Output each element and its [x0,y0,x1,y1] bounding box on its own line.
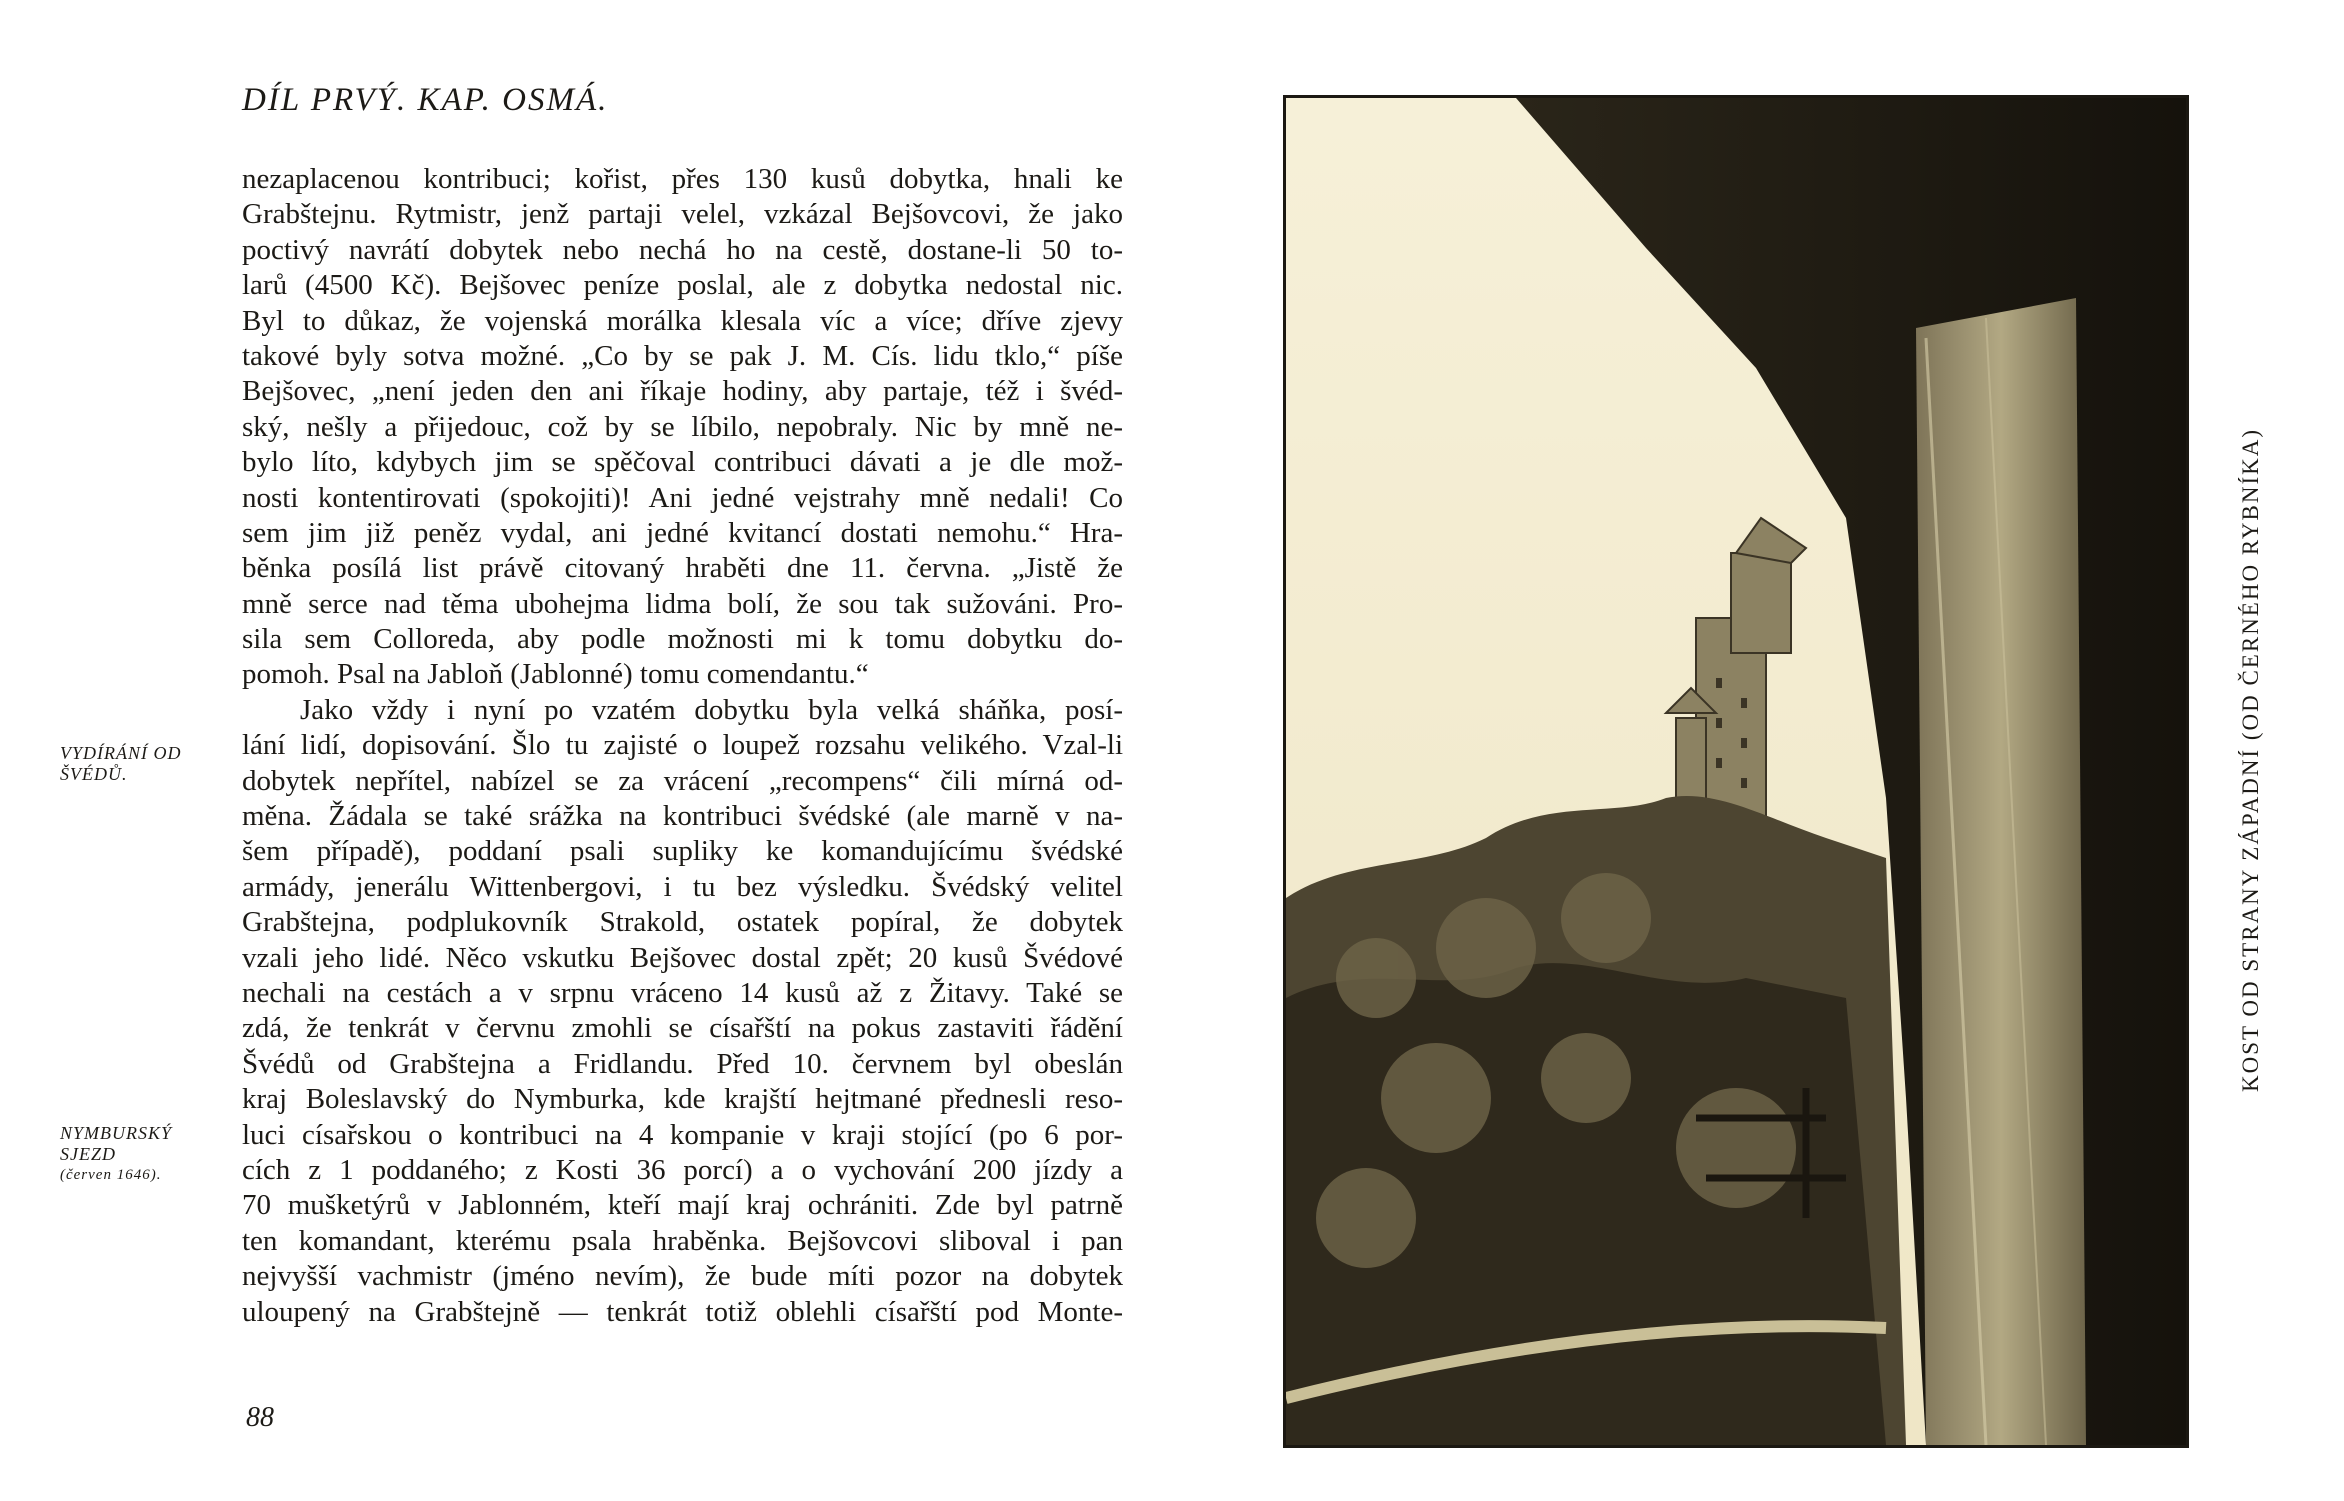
plate-caption-area [2226,70,2276,1450]
text-line: nosti kontentirovati (spokojiti)! Ani jedné vejstrahy mně nedali! Co [242,481,1123,514]
text-line: vzali jeho lidé. Něco vskutku Bejšovec dostal zpět; 20 kusů Švédové [242,941,1123,974]
text-line: armády, jenerálu Wittenbergovi, i tu bez výsledku. Švédský velitel [242,870,1123,903]
margin-note-line: SJEZD [60,1144,116,1164]
text-line: 70 mušketýrů v Jablonném, kteří mají kraj ochrániti. Zde byl patrně [242,1189,1123,1222]
text-line: takové byly sotva možné. „Co by se pak J. M. Cís. lidu tklo,“ píše [242,339,1123,372]
text-line: Grabštejna, podplukovník Strakold, ostatek popíral, že dobytek [242,906,1123,939]
text-line: pomoh. Psal na Jabloň (Jablonné) tomu comendantu.“ [242,658,869,691]
text-line: ten komandant, kterému psala hraběnka. Bejšovcovi sliboval i pan [242,1224,1123,1257]
text-line: sem jim již peněz vydal, ani jedné kvitancí dostati nemohu.“ Hra- [242,516,1123,549]
text-line: Jako vždy i nyní po vzatém dobytku byla velká sháňka, posí- [300,693,1123,726]
text-line: cích z 1 poddaného; z Kosti 36 porcí) a o vychování 200 jízdy a [242,1153,1123,1186]
text-line: lání lidí, dopisování. Šlo tu zajisté o loupež rozsahu velikého. Vzal-li [242,729,1123,762]
plate-caption: KOST OD STRANY ZÁPADNÍ (OD ČERNÉHO RYBNÍKA) [2238,427,2263,1093]
text-line: sila sem Colloreda, aby podle možnosti mi k tomu dobytku do- [242,623,1123,656]
text-line: kraj Boleslavský do Nymburka, kde krajští hejtmané přednesli reso- [242,1083,1123,1116]
running-header: DÍL PRVÝ. KAP. OSMÁ. [242,82,609,118]
text-line: poctivý navrátí dobytek nebo nechá ho na cestě, dostane-li 50 to- [242,233,1123,266]
margin-note-nymburk [60,1123,230,1186]
castle-photograph [1283,95,2189,1448]
text-line: ský, nešly a přijedouc, což by se líbilo, nepobraly. Nic by mně ne- [242,410,1123,443]
text-line: Bejšovec, „není jeden den ani říkaje hodiny, aby partaje, též i švéd- [242,375,1123,408]
text-line: bylo líto, kdybych jim se spěčoval contribuci dávati a je dle mož- [242,446,1123,479]
margin-note-extortion [60,743,230,785]
margin-note-line: ŠVÉDŮ. [60,764,128,784]
text-line: luci císařskou o kontribuci na 4 kompanie v kraji stojící (po 6 por- [242,1118,1123,1151]
text-line: nezaplacenou kontribuci; kořist, přes 130 kusů dobytka, hnali ke [242,163,1123,195]
text-line: uloupený na Grabštejně — tenkrát totiž oblehli císařští pod Monte- [242,1295,1123,1328]
text-line: Grabštejnu. Rytmistr, jenž partaji velel, vzkázal Bejšovcovi, že jako [242,198,1123,231]
text-line: nechali na cestách a v srpnu vráceno 14 kusů až z Žitavy. Také se [242,976,1123,1009]
margin-note-line: VYDÍRÁNÍ OD [60,743,182,763]
text-line: zdá, že tenkrát v červnu zmohli se císařští na pokus zastaviti řádění [242,1012,1123,1045]
text-line: nejvyšší vachmistr (jméno nevím), že bude míti pozor na dobytek [242,1260,1123,1293]
body-text [242,162,1123,1330]
text-line: šem případě), poddaní psali supliky ke komandujícímu švédské [242,835,1123,868]
text-line: mně serce nad těma ubohejma lidma bolí, že sou tak sužováni. Pro- [242,587,1123,620]
text-line: dobytek nepřítel, nabízel se za vrácení „recompens“ čili mírná od- [242,764,1123,797]
text-line: měna. Žádala se také srážka na kontribuci švédské (ale marně v na- [242,800,1123,833]
text-line: Švédů od Grabštejna a Fridlandu. Před 10. červnem byl obeslán [242,1047,1123,1080]
text-line: larů (4500 Kč). Bejšovec peníze poslal, ale z dobytka nedostal nic. [242,269,1123,302]
text-line: Byl to důkaz, že vojenská morálka klesala víc a více; dříve zjevy [242,304,1123,337]
margin-note-date: (červen 1646). [60,1167,162,1183]
page-number: 88 [246,1402,274,1433]
margin-note-line: NYMBURSKÝ [60,1123,173,1143]
text-line: běnka posílá list právě citovaný hraběti dne 11. června. „Jistě že [242,552,1123,585]
